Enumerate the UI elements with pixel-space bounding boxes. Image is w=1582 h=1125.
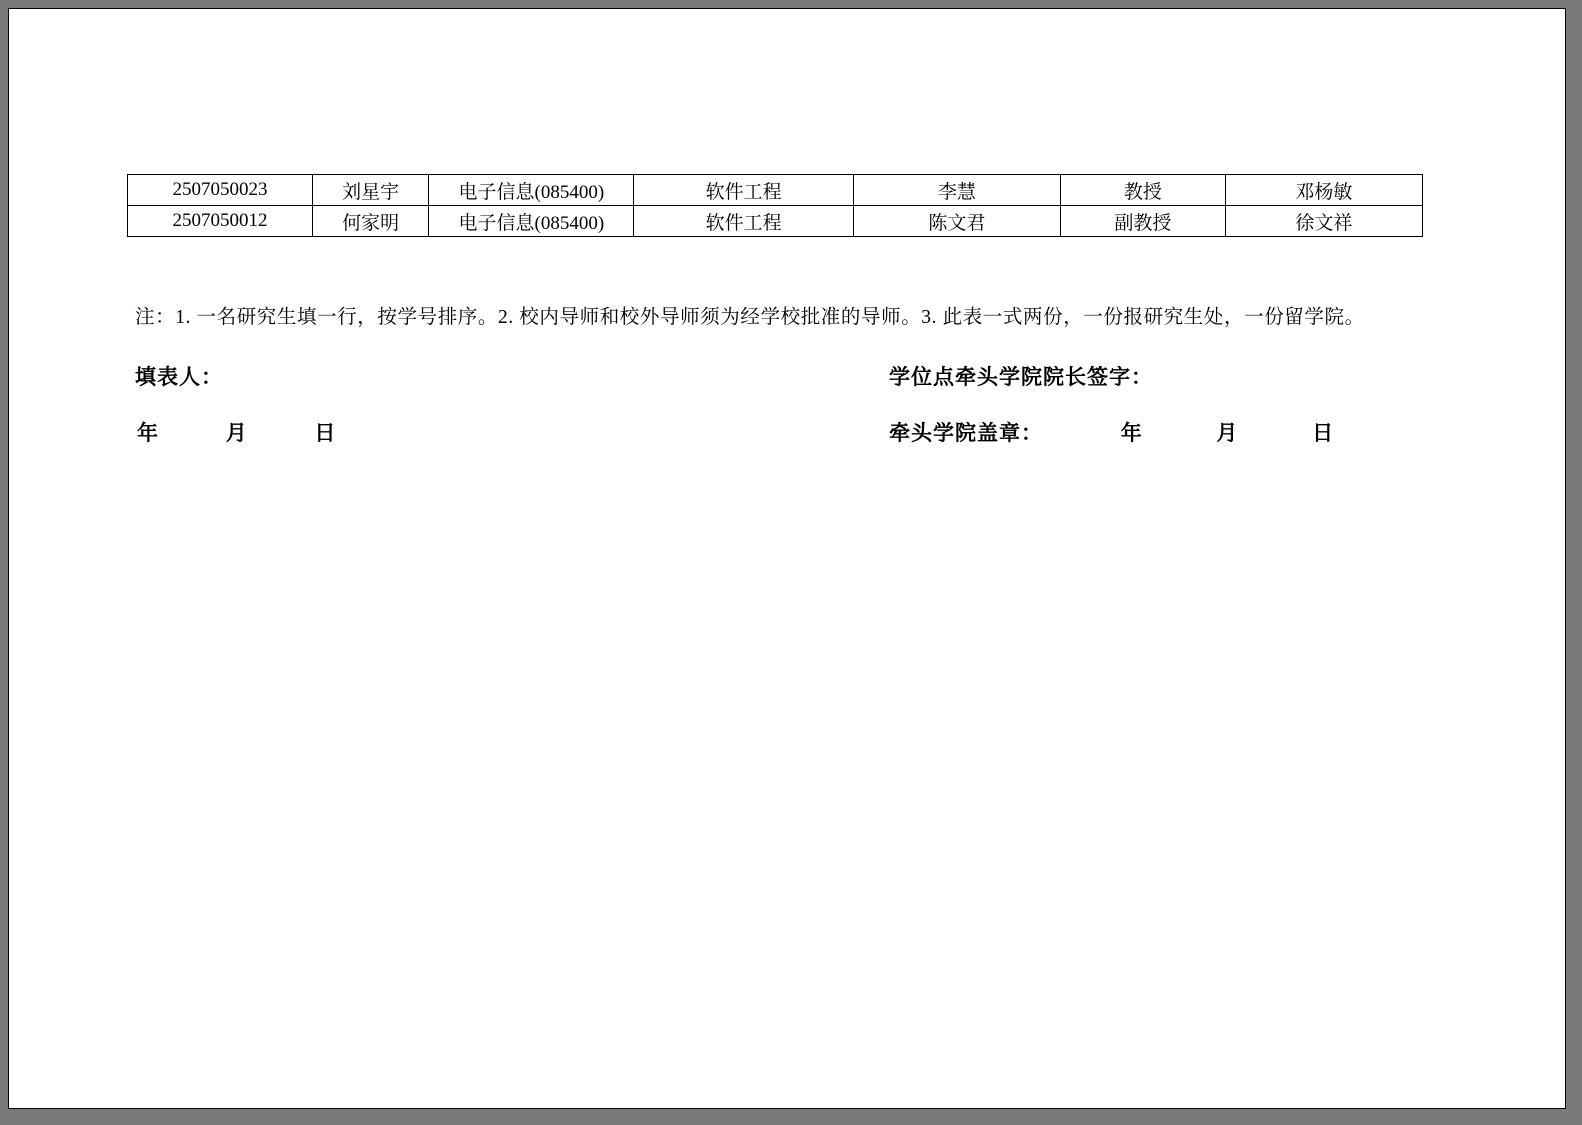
filler-date-day: 日	[314, 422, 336, 445]
seal-date-month: 月	[1216, 422, 1239, 445]
footnote-text: 注：1. 一名研究生填一行，按学号排序。2. 校内导师和校外导师须为经学校批准的导师。3. 此表一式两份，一份报研究生处，一份留学院。	[135, 307, 1365, 328]
filler-date-year: 年	[137, 422, 158, 445]
cell-student-id: 2507050012	[128, 206, 313, 237]
seal-line	[889, 417, 1334, 447]
table-body	[128, 175, 1423, 237]
cell-name: 何家明	[313, 206, 429, 237]
cell-student-id: 2507050023	[128, 175, 313, 206]
cell-title: 教授	[1061, 175, 1226, 206]
filler-label: 填表人：	[135, 366, 223, 389]
filler-date-line	[137, 417, 335, 447]
cell-major: 电子信息(085400)	[429, 206, 634, 237]
seal-date-day: 日	[1312, 422, 1335, 445]
cell-supervisor: 李慧	[853, 175, 1060, 206]
filler-date-month: 月	[225, 422, 247, 445]
cell-title: 副教授	[1061, 206, 1226, 237]
student-supervisor-table	[127, 174, 1423, 237]
dean-signature-label: 学位点牵头学院院长签字：	[889, 366, 1153, 389]
document-page	[8, 8, 1566, 1109]
cell-external-supervisor: 徐文祥	[1225, 206, 1422, 237]
table-row	[128, 206, 1423, 237]
cell-external-supervisor: 邓杨敏	[1225, 175, 1422, 206]
cell-supervisor: 陈文君	[853, 206, 1060, 237]
cell-name: 刘星宇	[313, 175, 429, 206]
cell-field: 软件工程	[634, 206, 853, 237]
cell-field: 软件工程	[634, 175, 853, 206]
seal-date-year: 年	[1120, 422, 1143, 445]
seal-label: 牵头学院盖章：	[889, 422, 1043, 445]
table-row	[128, 175, 1423, 206]
cell-major: 电子信息(085400)	[429, 175, 634, 206]
